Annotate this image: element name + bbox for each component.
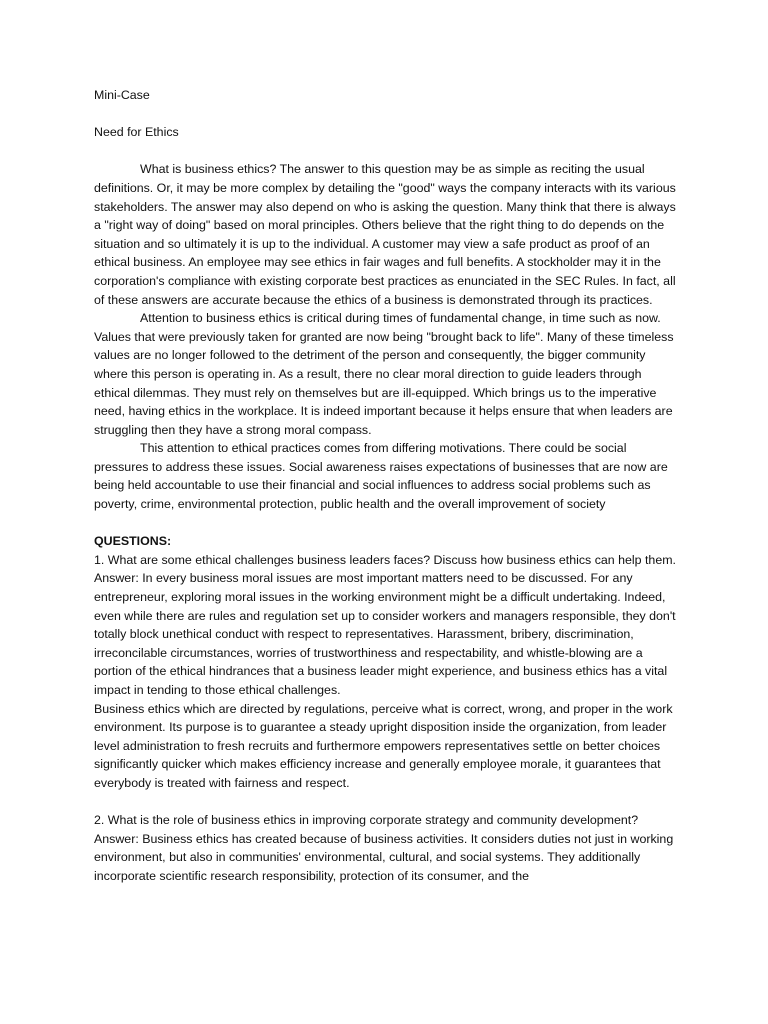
- intro-paragraph-2: Attention to business ethics is critical during times of fundamental change, in time such as now. Values that were previously taken for granted are now being "brought back to life". Many of these timeless values are no longer followed to the detriment of the person and consequently, the bigger community where this person is operating in. As a result, there no clear moral direction to guide leaders through ethical dilemmas. They must rely on themselves but are ill-equipped. Which brings us to the imperative need, having ethics in the workplace. It is indeed important because it helps ensure that when leaders are struggling then they have a strong moral compass.: [94, 311, 674, 437]
- spacer: [94, 793, 678, 812]
- question-1: 1. What are some ethical challenges business leaders faces? Discuss how business ethics can help them.: [94, 552, 676, 567]
- intro-paragraph-3: This attention to ethical practices comes from differing motivations. There could be social pressures to address these issues. Social awareness raises expectations of businesses that are now are being held accountable to use their financial and social influences to address social problems such as poverty, crime, environmental protection, public health and the overall improvement of society: [94, 441, 668, 512]
- questions-heading: QUESTIONS:: [94, 534, 172, 549]
- answer-1: Answer: In every business moral issues are most important matters need to be discussed. For any entrepreneur, exploring moral issues in the working environment might be a difficult undertaking. Indeed, even while there are rules and regulation set up to consider workers and managers responsible, they don't totally block unethical conduct with respect to representatives. Harassment, bribery, discrimination, irreconcilable circumstances, worries of trustworthiness and respectability, and whistle-blowing are a portion of the ethical hindrances that a business leader might experience, and business ethics has a vital impact in tending to those ethical challenges.: [94, 571, 676, 697]
- spacer: [94, 105, 678, 124]
- document-body: [94, 86, 678, 886]
- case-title: Need for Ethics: [94, 125, 179, 140]
- spacer: [94, 142, 678, 161]
- case-label: Mini-Case: [94, 88, 150, 102]
- answer-2: Answer: Business ethics has created because of business activities. It considers duties not just in working environment, but also in communities' environmental, cultural, and social systems. They additionally incorporate scientific research responsibility, protection of its consumer, and the: [94, 831, 674, 883]
- answer-1-continued: Business ethics which are directed by regulations, perceive what is correct, wrong, and proper in the work environment. Its purpose is to guarantee a steady upright disposition inside the organization, from leader level administration to fresh recruits and furthermore empowers representatives settle on better choices significantly quicker which makes efficiency increase and generally employee morale, it guarantees that everybody is treated with fairness and respect.: [94, 701, 673, 790]
- question-2: 2. What is the role of business ethics in improving corporate strategy and community development?: [94, 813, 639, 828]
- intro-paragraph-1: What is business ethics? The answer to this question may be as simple as reciting the usual definitions. Or, it may be more complex by detailing the "good" ways the company interacts with its various stakeholders. The answer may also depend on who is asking the question. Many think that there is always a "right way of doing" based on moral principles. Others believe that the right thing to do depends on the situation and so ultimately it is up to the individual. A customer may view a safe product as proof of an ethical business. An employee may see ethics in fair wages and full benefits. A stockholder may it in the corporation's compliance with existing corporate best practices as enunciated in the SEC Rules. In fact, all of these answers are accurate because the ethics of a business is demonstrated through its practices.: [94, 162, 676, 307]
- spacer: [94, 514, 678, 533]
